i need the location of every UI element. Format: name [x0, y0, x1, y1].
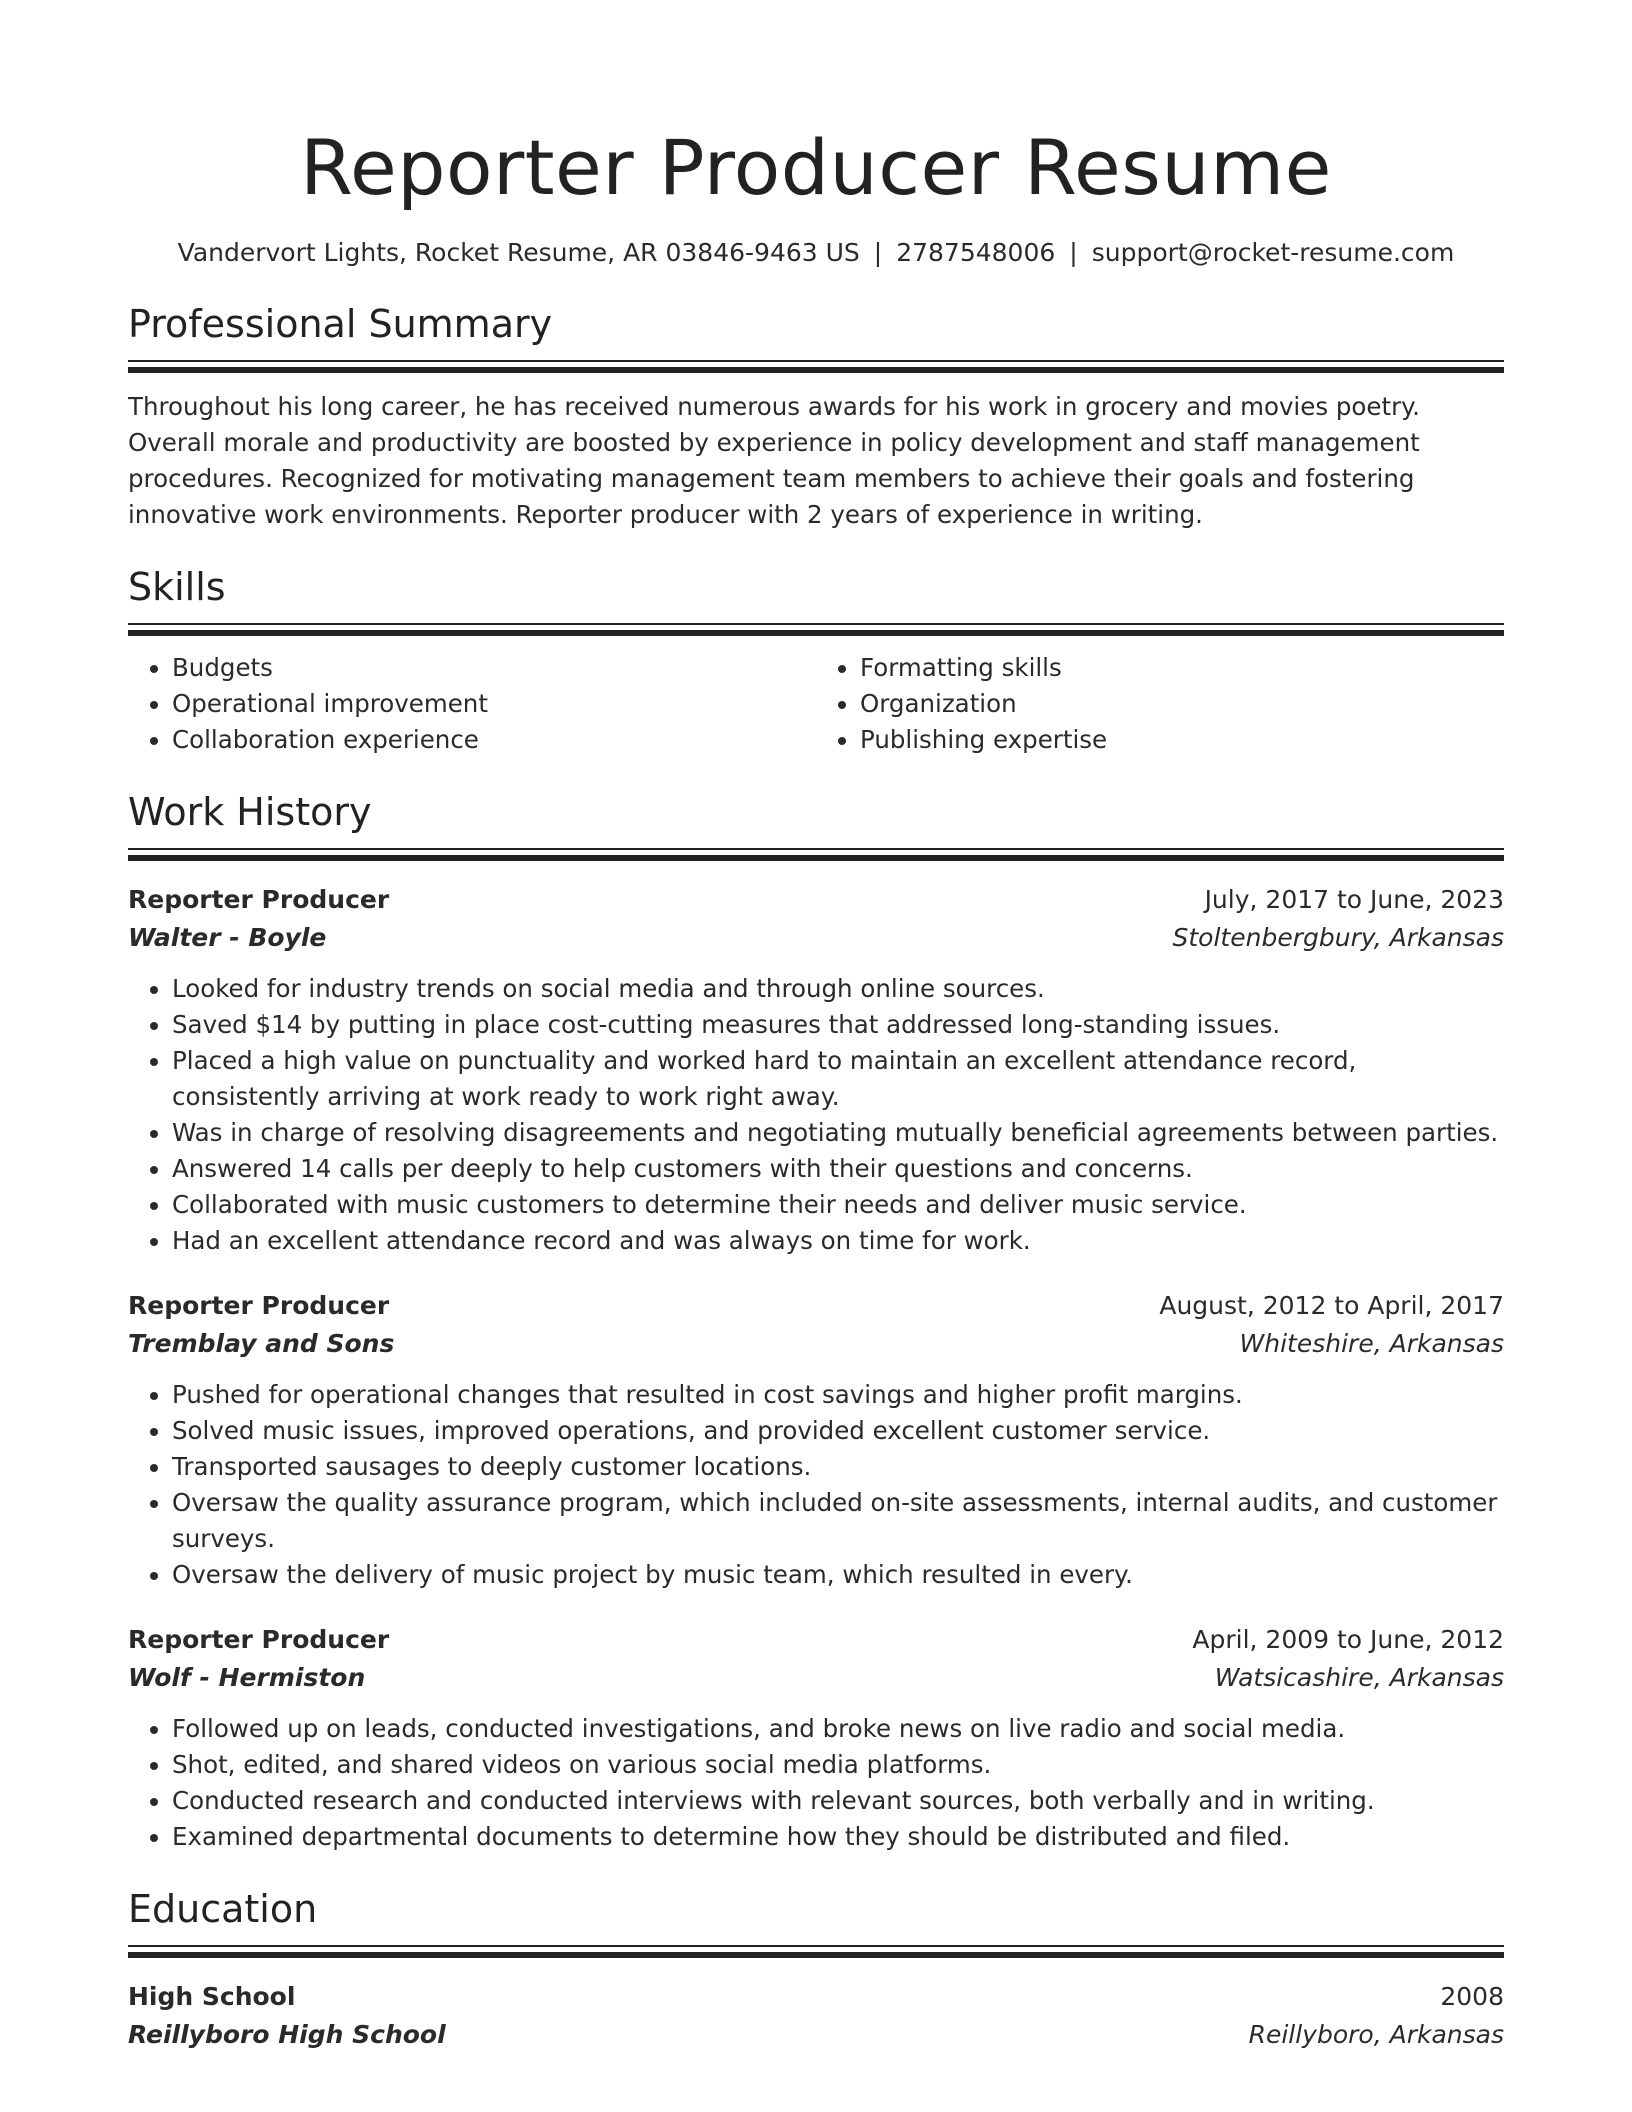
education-degree: High School — [128, 1982, 296, 2011]
skills-section — [128, 563, 1504, 758]
contact-email: support@rocket-resume.com — [1091, 238, 1455, 267]
contact-separator: | — [1069, 238, 1078, 267]
section-divider — [128, 848, 1504, 861]
job-entry — [128, 1287, 1504, 1593]
job-bullet: • Oversaw the delivery of music project by music team, which resulted in every. — [172, 1557, 1504, 1593]
skill-item: • Operational improvement — [172, 686, 816, 722]
job-title: Reporter Producer — [128, 1625, 390, 1654]
job-dates: August, 2012 to April, 2017 — [1159, 1291, 1504, 1320]
education-subheader — [128, 2016, 1504, 2054]
job-bullet: • Had an excellent attendance record and was always on time for work. — [172, 1223, 1504, 1259]
summary-heading: Professional Summary — [128, 302, 553, 346]
job-bullet: • Collaborated with music customers to determine their needs and deliver music service. — [172, 1187, 1504, 1223]
job-header — [128, 1287, 1504, 1325]
job-bullet: • Placed a high value on punctuality and worked hard to maintain an excellent attendance record, consistently arriving at work ready to work right away. — [172, 1043, 1504, 1115]
education-section — [128, 1885, 1504, 2054]
job-title: Reporter Producer — [128, 885, 390, 914]
job-subheader — [128, 1325, 1504, 1363]
job-subheader — [128, 1659, 1504, 1697]
job-bullet: • Shot, edited, and shared videos on various social media platforms. — [172, 1747, 1504, 1783]
job-entry — [128, 1621, 1504, 1855]
job-bullets — [128, 971, 1504, 1259]
work-history-heading: Work History — [128, 790, 372, 834]
skills-list-right — [816, 650, 1504, 758]
education-header — [128, 1978, 1504, 2016]
skills-list-left — [128, 650, 816, 758]
job-title: Reporter Producer — [128, 1291, 390, 1320]
job-bullet: • Solved music issues, improved operations, and provided excellent customer service. — [172, 1413, 1504, 1449]
skills-column-right — [816, 650, 1504, 758]
education-entry — [128, 1978, 1504, 2054]
section-divider — [128, 623, 1504, 636]
job-bullets — [128, 1711, 1504, 1855]
work-history-section — [128, 788, 1504, 1855]
job-subheader — [128, 919, 1504, 957]
contact-line — [128, 236, 1504, 270]
skills-grid — [128, 650, 1504, 758]
summary-section — [128, 300, 1504, 533]
job-bullet: • Was in charge of resolving disagreements and negotiating mutually beneficial agreements between parties. — [172, 1115, 1504, 1151]
section-divider — [128, 1945, 1504, 1958]
job-dates: April, 2009 to June, 2012 — [1192, 1625, 1504, 1654]
skill-item: • Formatting skills — [860, 650, 1504, 686]
job-location: Whiteshire, Arkansas — [1239, 1329, 1504, 1358]
education-heading: Education — [128, 1887, 318, 1931]
job-header — [128, 1621, 1504, 1659]
summary-text: Throughout his long career, he has received numerous awards for his work in grocery and movies poetry. Overall morale and productivity are boosted by experience in policy development and staff management procedures. Recognized for motivating management team members to achieve their goals and fostering innovative work environments. Reporter producer with 2 years of experience in writing. — [128, 392, 1420, 529]
job-company: Wolf - Hermiston — [128, 1663, 366, 1692]
job-bullet: • Pushed for operational changes that resulted in cost savings and higher profit margins. — [172, 1377, 1504, 1413]
education-school: Reillyboro High School — [128, 2020, 446, 2049]
job-bullet: • Examined departmental documents to determine how they should be distributed and filed. — [172, 1819, 1504, 1855]
education-location: Reillyboro, Arkansas — [1248, 2020, 1504, 2049]
job-company: Walter - Boyle — [128, 923, 327, 952]
skill-item: • Publishing expertise — [860, 722, 1504, 758]
job-header — [128, 881, 1504, 919]
skill-item: • Organization — [860, 686, 1504, 722]
skill-item: • Budgets — [172, 650, 816, 686]
job-location: Stoltenbergbury, Arkansas — [1172, 923, 1504, 952]
job-bullet: • Followed up on leads, conducted investigations, and broke news on live radio and social media. — [172, 1711, 1504, 1747]
skills-heading: Skills — [128, 565, 226, 609]
job-bullets — [128, 1377, 1504, 1593]
section-divider — [128, 360, 1504, 373]
skill-item: • Collaboration experience — [172, 722, 816, 758]
contact-phone: 2787548006 — [896, 238, 1056, 267]
skills-column-left — [128, 650, 816, 758]
job-bullet: • Saved $14 by putting in place cost-cutting measures that addressed long-standing issues. — [172, 1007, 1504, 1043]
job-bullet: • Transported sausages to deeply customer locations. — [172, 1449, 1504, 1485]
education-year: 2008 — [1440, 1982, 1504, 2011]
job-dates: July, 2017 to June, 2023 — [1204, 885, 1504, 914]
contact-separator: | — [873, 238, 883, 267]
job-entry — [128, 881, 1504, 1259]
job-bullet: • Answered 14 calls per deeply to help customers with their questions and concerns. — [172, 1151, 1504, 1187]
job-location: Watsicashire, Arkansas — [1214, 1663, 1504, 1692]
job-company: Tremblay and Sons — [128, 1329, 395, 1358]
job-bullet: • Oversaw the quality assurance program, which included on-site assessments, internal audits, and customer surveys. — [172, 1485, 1504, 1557]
job-bullet: • Conducted research and conducted interviews with relevant sources, both verbally and in writing. — [172, 1783, 1504, 1819]
contact-address: Vandervort Lights, Rocket Resume, AR 03846-9463 US — [177, 238, 860, 267]
resume-title: Reporter Producer Resume — [300, 123, 1332, 212]
job-bullet: • Looked for industry trends on social media and through online sources. — [172, 971, 1504, 1007]
